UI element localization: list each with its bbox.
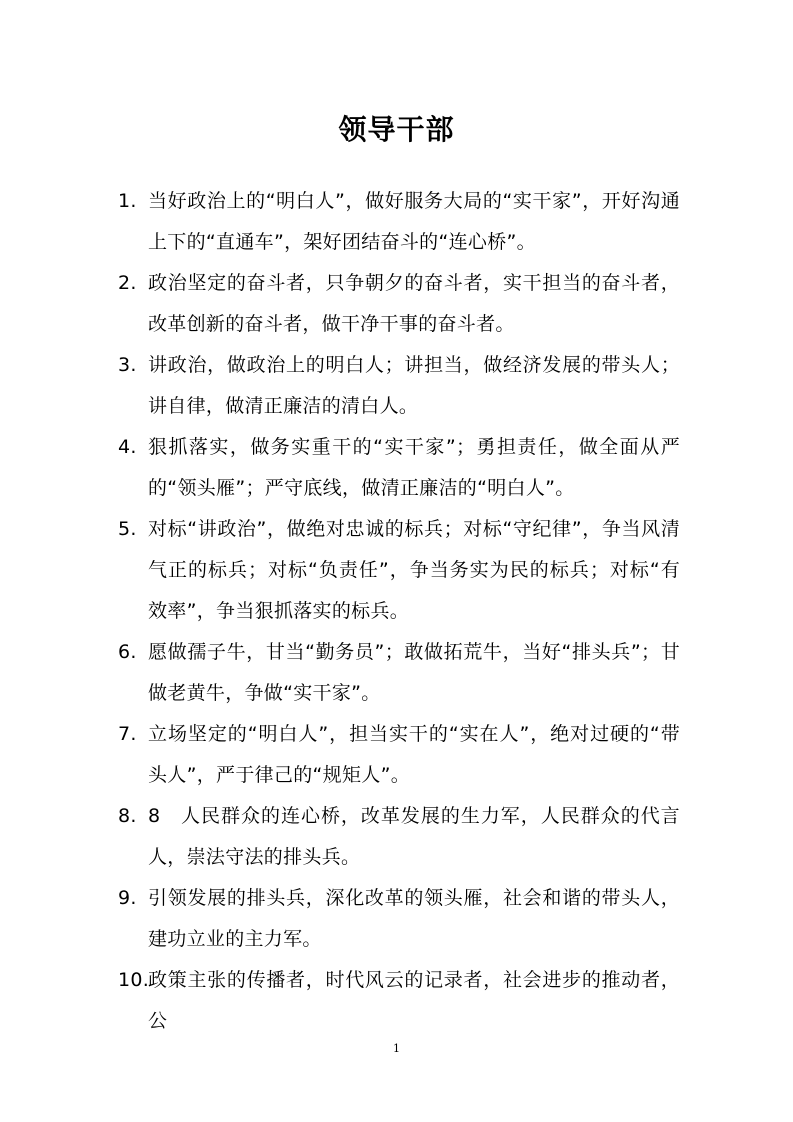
list-item xyxy=(118,263,680,345)
list-item-number: 1. xyxy=(118,190,137,212)
list-item xyxy=(118,345,680,427)
list-item xyxy=(118,632,680,714)
list-item-number: 3. xyxy=(118,354,137,376)
page-title: 领导干部 xyxy=(338,113,455,146)
list-item-text: 当好政治上的“明白人”，做好服务大局的“实干家”，开好沟通上下的“直通车”，架好团结奋斗的“连心桥”。 xyxy=(148,190,680,253)
list-item xyxy=(118,509,680,632)
list-item xyxy=(118,427,680,509)
list-item-text: 立场坚定的“明白人”，担当实干的“实在人”，绝对过硬的“带头人”，严于律己的“规矩人”。 xyxy=(148,723,680,786)
list-item xyxy=(118,796,680,878)
numbered-list xyxy=(118,181,680,1042)
list-item-number: 7. xyxy=(118,723,137,745)
list-item-text: 对标“讲政治”，做绝对忠诚的标兵；对标“守纪律”，争当风清气正的标兵；对标“负责任”，争当务实为民的标兵；对标“有效率”，争当狠抓落实的标兵。 xyxy=(148,518,680,622)
list-item-number: 2. xyxy=(118,272,137,294)
list-item-text: 政策主张的传播者，时代风云的记录者，社会进步的推动者，公 xyxy=(148,969,680,1032)
list-item xyxy=(118,181,680,263)
list-item-number: 5. xyxy=(118,518,137,540)
list-item-number: 6. xyxy=(118,641,137,663)
list-item xyxy=(118,960,680,1042)
list-item-text: 狠抓落实，做务实重干的“实干家”；勇担责任，做全面从严的“领头雁”；严守底线，做清正廉洁的“明白人”。 xyxy=(148,436,680,499)
list-item-text: 愿做孺子牛，甘当“勤务员”；敢做拓荒牛，当好“排头兵”；甘做老黄牛，争做“实干家”。 xyxy=(148,641,680,704)
list-item xyxy=(118,714,680,796)
list-item-number: 10. xyxy=(118,969,150,991)
list-item-number: 4. xyxy=(118,436,137,458)
list-item-text: 讲政治，做政治上的明白人；讲担当，做经济发展的带头人；讲自律，做清正廉洁的清白人。 xyxy=(148,354,680,417)
list-item-number: 9. xyxy=(118,887,137,909)
list-item xyxy=(118,878,680,960)
page-number: 1 xyxy=(393,1042,400,1055)
list-item-text: 引领发展的排头兵，深化改革的领头雁，社会和谐的带头人，建功立业的主力军。 xyxy=(148,887,680,950)
list-item-text: 政治坚定的奋斗者，只争朝夕的奋斗者，实干担当的奋斗者，改革创新的奋斗者，做干净干事的奋斗者。 xyxy=(148,272,680,335)
list-item-number: 8. xyxy=(118,805,137,827)
list-item-text: 8 人民群众的连心桥，改革发展的生力军，人民群众的代言人，崇法守法的排头兵。 xyxy=(148,805,680,868)
